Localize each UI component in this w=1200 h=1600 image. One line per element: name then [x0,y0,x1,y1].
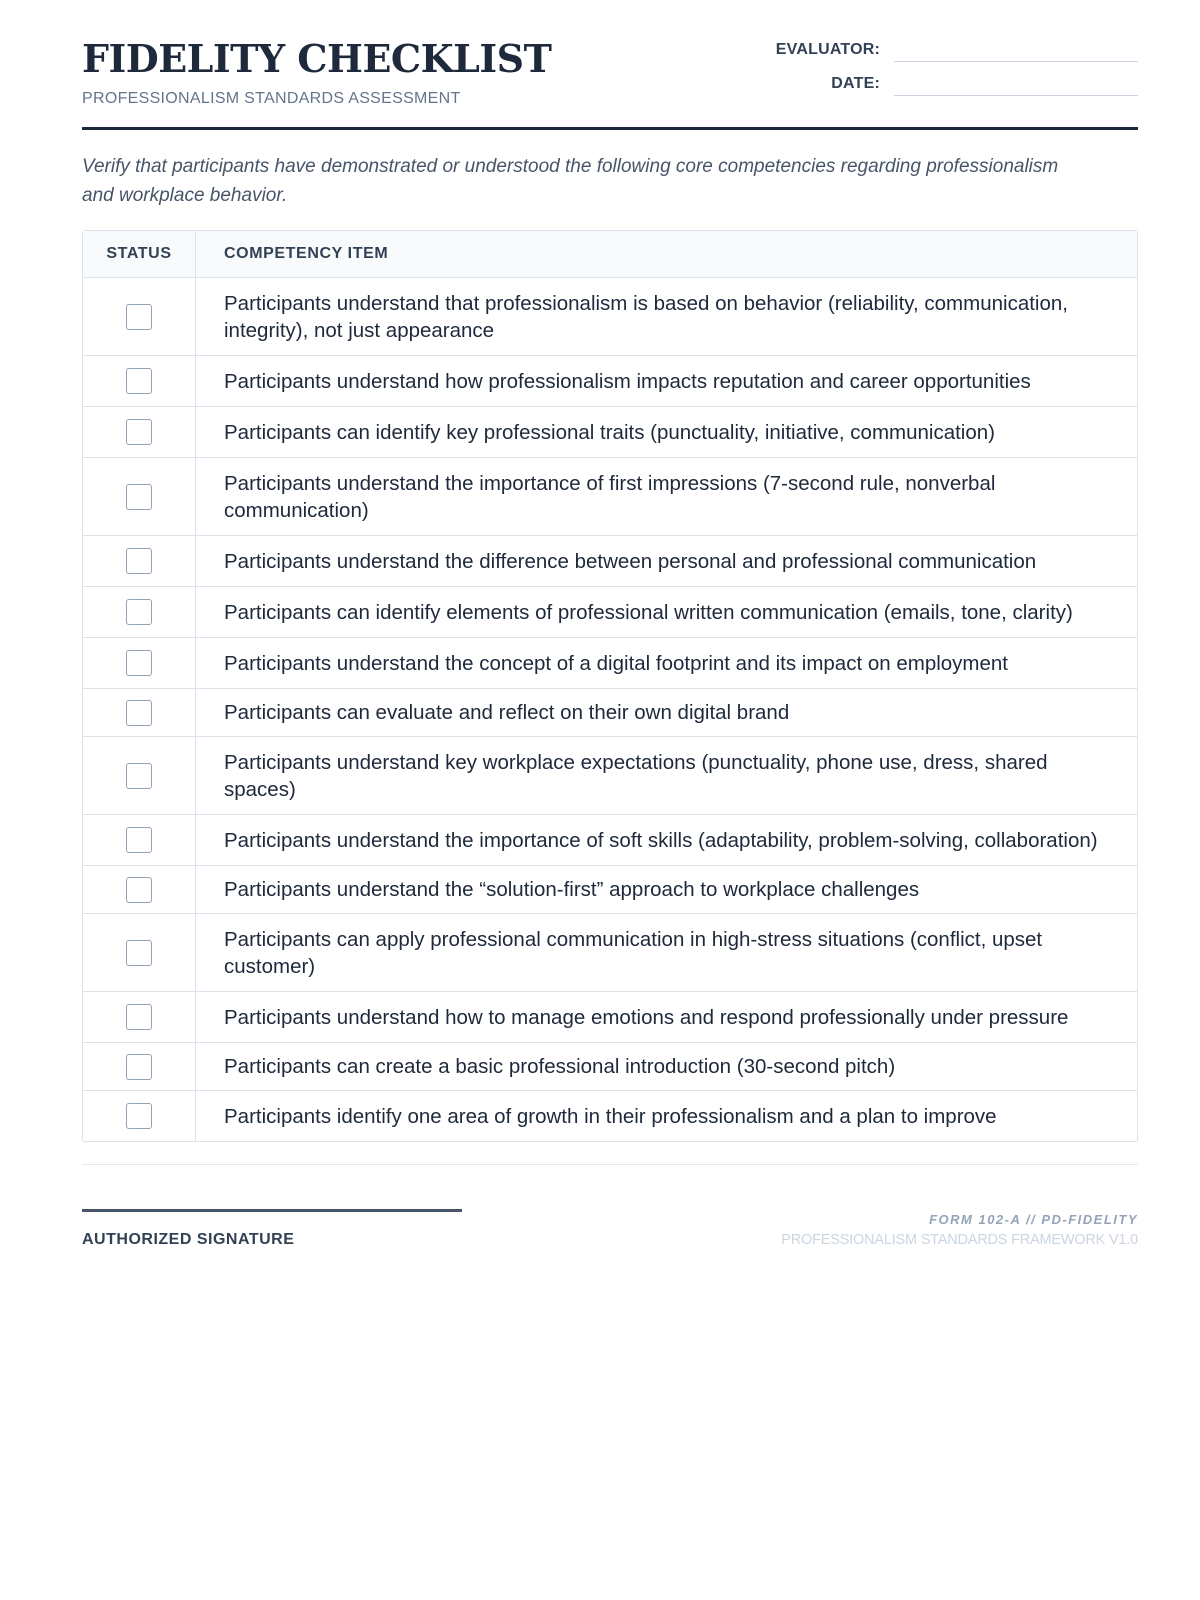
competency-item-text: Participants understand key workplace expectations (punctuality, phone use, dress, shared spaces) [224,751,1048,801]
status-cell [83,1091,196,1141]
form-code: FORM 102-A // PD-FIDELITY [929,1212,1138,1227]
status-cell [83,278,196,355]
status-checkbox[interactable] [126,650,152,676]
evaluator-field [776,42,1138,58]
date-field [831,76,1138,92]
status-checkbox[interactable] [126,599,152,625]
status-checkbox[interactable] [126,940,152,966]
competency-item-text: Participants understand the importance of first impressions (7-second rule, nonverbal communication) [224,472,996,522]
competency-item-text: Participants understand that professionalism is based on behavior (reliability, communication, integrity), not just appearance [224,292,1068,342]
status-checkbox[interactable] [126,304,152,330]
table-row [83,914,1137,992]
date-input-line[interactable] [894,95,1138,96]
page-footer [82,1165,1138,1265]
status-checkbox[interactable] [126,419,152,445]
status-checkbox[interactable] [126,877,152,903]
competency-item-text: Participants can evaluate and reflect on their own digital brand [224,701,790,724]
table-row [83,587,1137,638]
competency-item-text: Participants identify one area of growth in their professionalism and a plan to improve [224,1105,997,1128]
status-checkbox[interactable] [126,700,152,726]
status-checkbox[interactable] [126,763,152,789]
status-checkbox[interactable] [126,368,152,394]
competency-item-text: Participants understand how professionalism impacts reputation and career opportunities [224,370,1031,393]
competency-table [82,230,1138,1142]
signature-line[interactable] [82,1209,462,1212]
status-checkbox[interactable] [126,548,152,574]
table-row [83,356,1137,407]
status-cell [83,407,196,457]
status-cell [83,914,196,991]
status-cell [83,992,196,1042]
table-row [83,1091,1137,1141]
status-checkbox[interactable] [126,1103,152,1129]
table-row [83,689,1137,737]
page-header [82,0,1138,130]
status-checkbox[interactable] [126,1004,152,1030]
competency-item-text: Participants can identify key professional traits (punctuality, initiative, communication) [224,421,995,444]
status-cell [83,815,196,865]
competency-item-text: Participants understand the concept of a digital footprint and its impact on employment [224,652,1009,675]
competency-item-text: Participants can apply professional communication in high-stress situations (conflict, upset customer) [224,928,1043,978]
table-row [83,866,1137,914]
status-checkbox[interactable] [126,1054,152,1080]
table-row [83,992,1137,1043]
status-cell [83,458,196,535]
status-cell [83,587,196,637]
status-checkbox[interactable] [126,827,152,853]
signature-label: AUTHORIZED SIGNATURE [82,1231,295,1248]
competency-column-header: COMPETENCY ITEM [224,245,389,262]
status-cell [83,1043,196,1090]
status-cell [83,866,196,913]
instructions-text: Verify that participants have demonstrated or understood the following core competencies regarding professionalism and workplace behavior. [82,156,1059,206]
table-row [83,407,1137,458]
table-header [83,231,1137,278]
competency-item-text: Participants can identify elements of professional written communication (emails, tone, clarity) [224,601,1073,624]
table-row [83,458,1137,536]
status-checkbox[interactable] [126,484,152,510]
competency-item-text: Participants can create a basic professional introduction (30-second pitch) [224,1055,896,1078]
table-row [83,737,1137,815]
evaluator-input-line[interactable] [894,61,1138,62]
framework-version: PROFESSIONALISM STANDARDS FRAMEWORK V1.0 [781,1232,1138,1248]
status-cell [83,536,196,586]
competency-item-text: Participants understand the “solution-first” approach to workplace challenges [224,878,920,901]
status-cell [83,689,196,736]
table-row [83,815,1137,866]
status-cell [83,356,196,406]
page-subtitle: PROFESSIONALISM STANDARDS ASSESSMENT [82,90,461,107]
competency-item-text: Participants understand the difference between personal and professional communication [224,550,1037,573]
page-title: FIDELITY CHECKLIST [82,36,552,81]
competency-item-text: Participants understand the importance of soft skills (adaptability, problem-solving, collaboration) [224,829,1098,852]
checklist-page [82,0,1138,1265]
status-cell [83,737,196,814]
evaluator-label: EVALUATOR: [775,41,880,58]
table-row [83,536,1137,587]
competency-item-text: Participants understand how to manage emotions and respond professionally under pressure [224,1006,1069,1029]
date-label: DATE: [831,75,880,92]
table-row [83,278,1137,356]
status-cell [83,638,196,688]
status-column-header: STATUS [83,231,196,277]
table-row [83,638,1137,689]
table-row [83,1043,1137,1091]
